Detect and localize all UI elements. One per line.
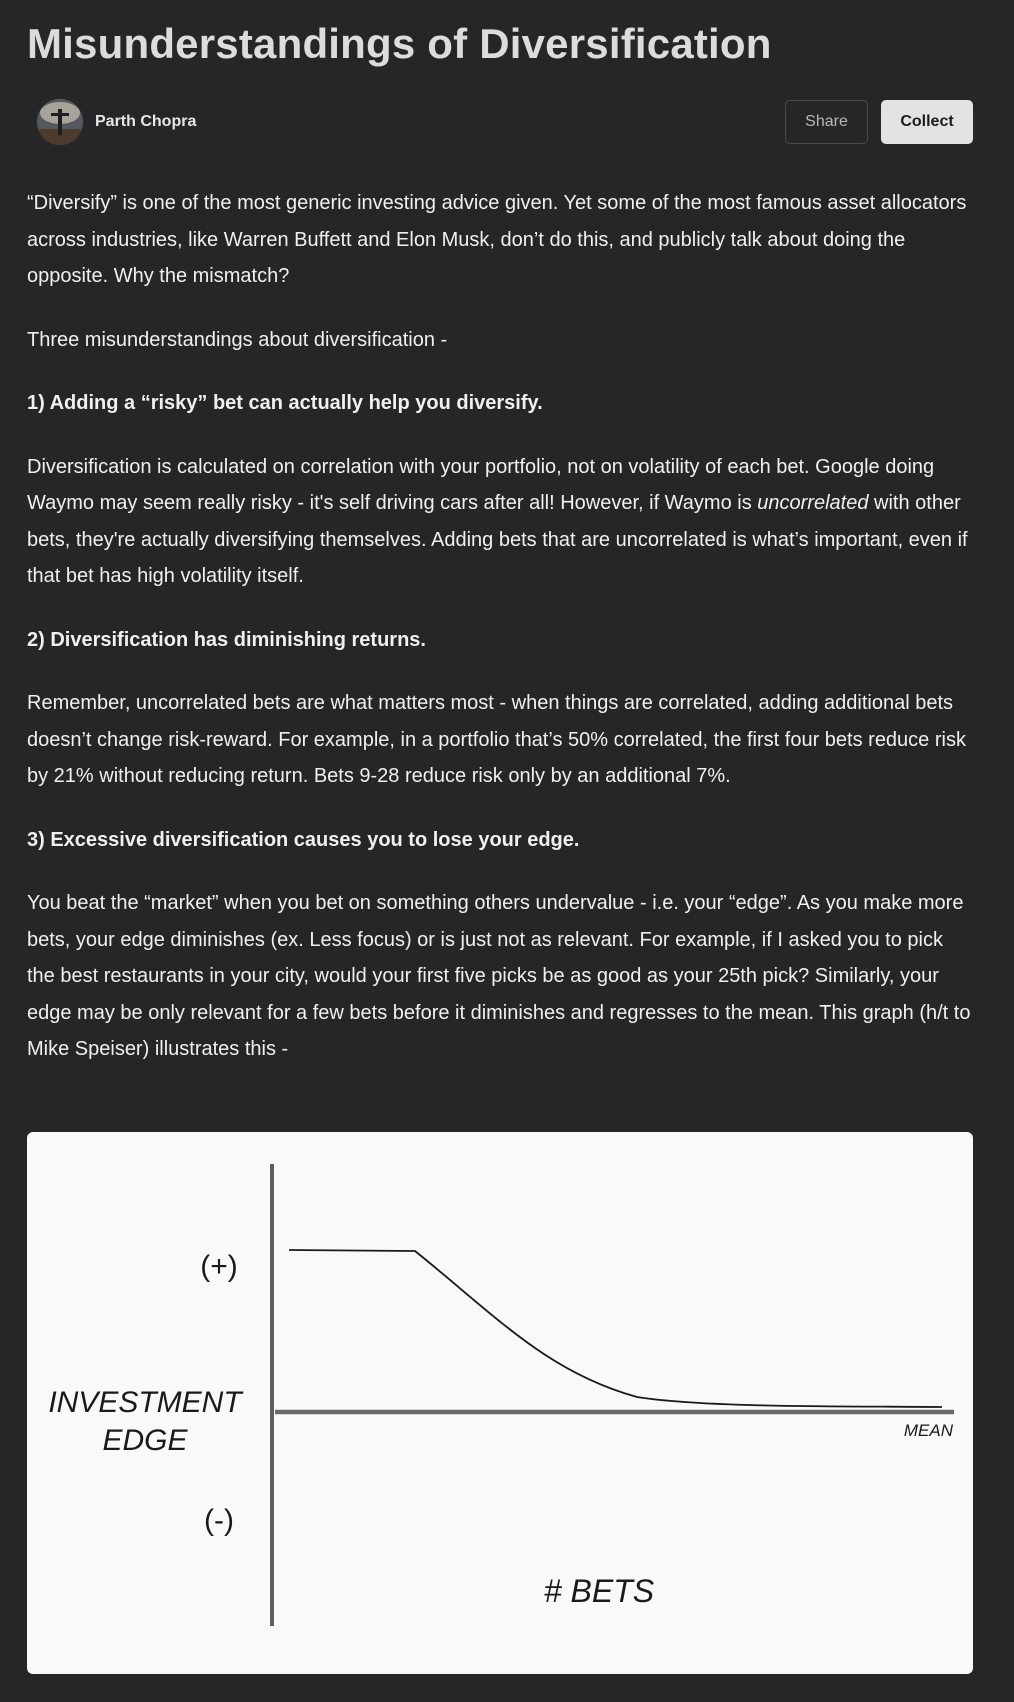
article-body (27, 185, 973, 1095)
section-1-paragraph (27, 449, 973, 595)
section-heading-3: 3) Excessive diversification causes you to lose your edge. (27, 828, 580, 851)
edge-graph (27, 1132, 973, 1674)
author-avatar[interactable] (37, 99, 83, 145)
edge-graph-image (27, 1132, 973, 1674)
share-button[interactable]: Share (785, 100, 868, 144)
section-1-text-end: with other bets, they're actually diversifying themselves. Adding bets that are uncorrelated is what’s important, even if that bet has high volatility itself. (27, 492, 968, 587)
author-name[interactable]: Parth Chopra (95, 113, 197, 130)
section-3-paragraph: You beat the “market” when you bet on something others undervalue - i.e. your “edge”. As you make more bets, your edge diminishes (ex. Less focus) or is just not as relevant. For example, if I asked you to pick the best restaurants in your city, would your first five picks be as good as your 25th pick? Similarly, your edge may be only relevant for a few bets before it diminishes and regresses to the mean. This graph (h/t to Mike Speiser) illustrates this - (27, 892, 971, 1060)
section-1-emphasis: uncorrelated (757, 492, 869, 514)
graph-mean-label: MEAN (903, 1421, 953, 1440)
graph-y-label-line1: INVESTMENT (48, 1386, 242, 1419)
graph-y-label-line2: EDGE (102, 1424, 188, 1457)
section-heading-2: 2) Diversification has diminishing returns. (27, 628, 426, 651)
collect-button[interactable]: Collect (881, 100, 973, 144)
article-title: Misunderstandings of Diversification (27, 20, 772, 67)
avatar-image-icon (37, 99, 83, 145)
section-2-paragraph: Remember, uncorrelated bets are what matters most - when things are correlated, adding additional bets doesn’t change risk-reward. For example, in a portfolio that’s 50% correlated, the first four bets reduce risk by 21% without reducing return. Bets 9-28 reduce risk only by an additional 7%. (27, 692, 966, 787)
section-heading-1: 1) Adding a “risky” bet can actually help you diversify. (27, 392, 543, 414)
graph-x-label: # BETS (543, 1573, 655, 1609)
graph-edge-curve (289, 1250, 942, 1407)
author-row (27, 99, 973, 147)
graph-plus-label: (+) (200, 1250, 238, 1283)
section-1-text-start: Diversification is calculated on correlation with your portfolio, not on volatility of each bet. Google doing Waymo may seem really risky - it's self driving cars after all! However, if Waymo is (27, 455, 935, 514)
list-intro-paragraph: Three misunderstandings about diversification - (27, 328, 448, 351)
intro-paragraph: “Diversify” is one of the most generic investing advice given. Yet some of the most famous asset allocators across industries, like Warren Buffett and Elon Musk, don’t do this, and publicly talk about doing the opposite. Why the mismatch? (27, 192, 967, 287)
graph-minus-label: (-) (204, 1504, 234, 1537)
